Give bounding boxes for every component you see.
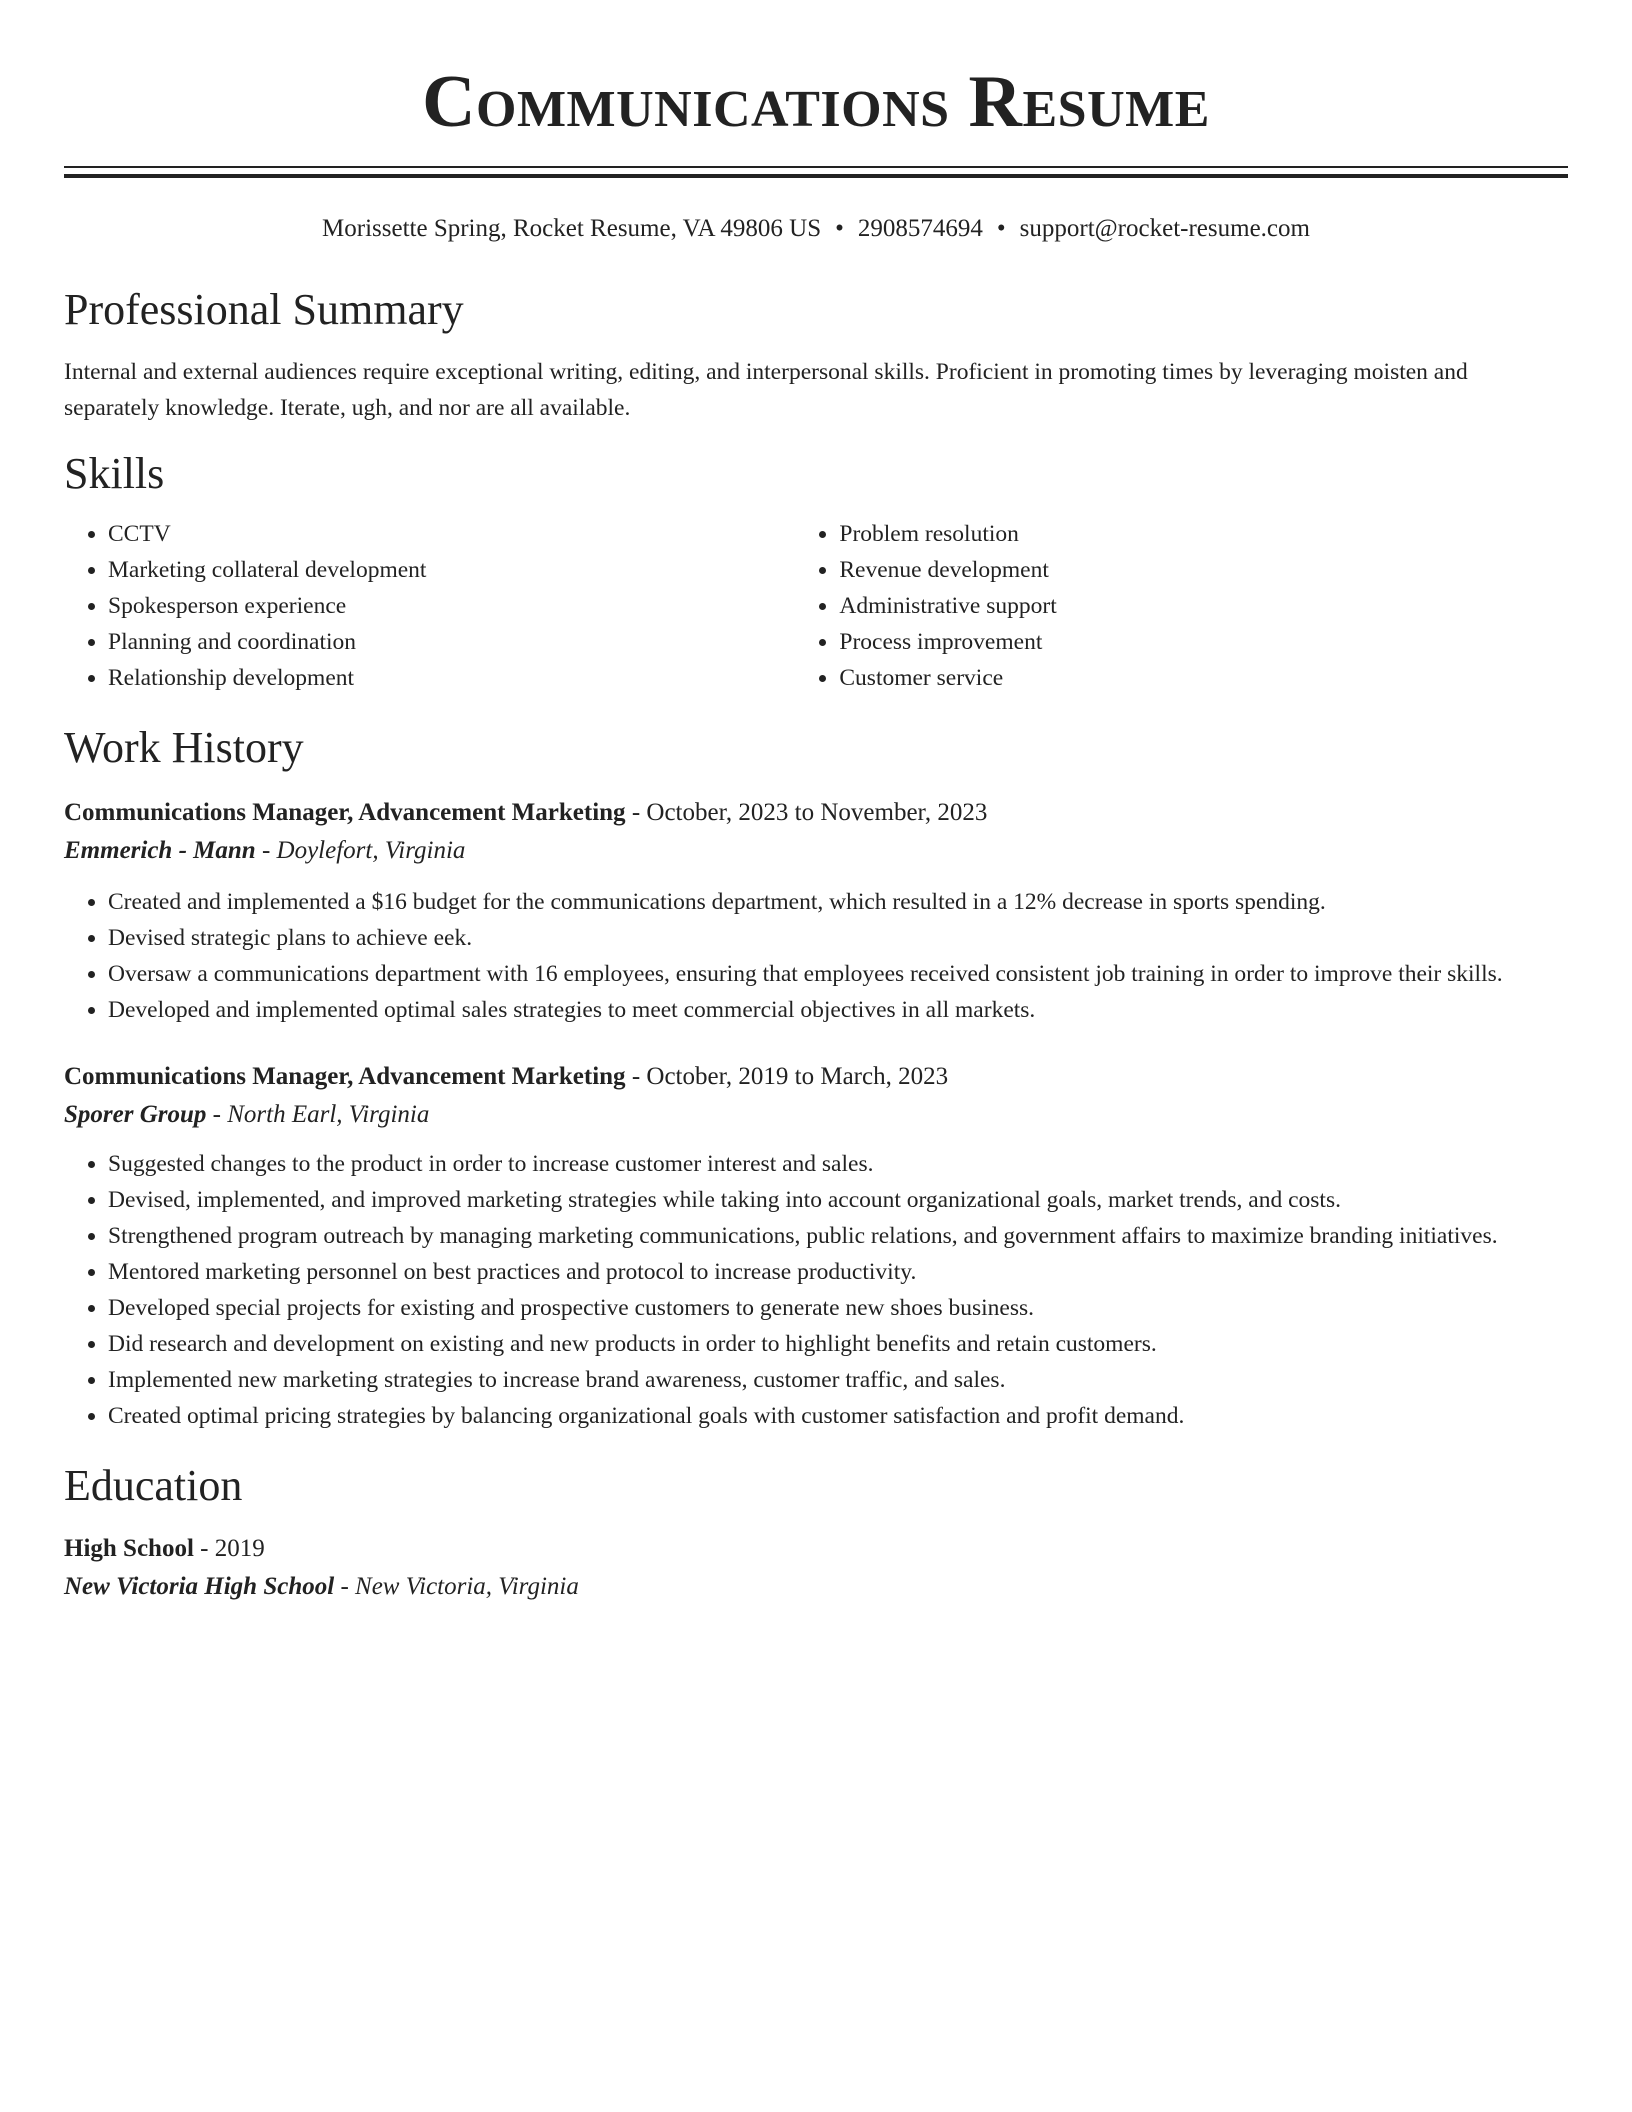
education-entry [64, 1530, 1568, 1606]
job-title: Communications Manager, Advancement Marketing [64, 799, 626, 826]
job-company-line [64, 832, 1568, 870]
job-bullet: • Oversaw a communications department with 16 employees, ensuring that employees received consistent job training in order to improve their skills. [108, 956, 1568, 992]
skill-item: • Spokesperson experience [108, 588, 795, 624]
job-bullet: • Strengthened program outreach by managing marketing communications, public relations, and government affairs to maximize branding initiatives. [108, 1218, 1568, 1254]
dash: - [261, 837, 271, 864]
dash: - [631, 799, 641, 826]
job-location: North Earl, Virginia [227, 1101, 430, 1128]
skill-item: • Process improvement [839, 624, 1568, 660]
job-bullet: • Developed special projects for existing and prospective customers to generate new shoes business. [108, 1290, 1568, 1326]
contact-email: support@rocket-resume.com [1019, 215, 1310, 242]
contact-address: Morissette Spring, Rocket Resume, VA 49806 US [322, 215, 822, 242]
education-heading: Education [64, 1461, 243, 1510]
summary-text: Internal and external audiences require exceptional writing, editing, and interpersonal skills. Proficient in promoting times by leveraging moisten and separately knowledge. Iterate, ugh, and nor are all available. [64, 359, 1468, 421]
work-history-heading: Work History [64, 723, 304, 772]
contact-phone: 2908574694 [857, 215, 983, 242]
job-bullet: • Created optimal pricing strategies by balancing organizational goals with customer satisfaction and profit demand. [108, 1398, 1568, 1434]
dash: - [631, 1063, 641, 1090]
job-header [64, 1058, 1568, 1096]
job-bullet: • Created and implemented a $16 budget for the communications department, which resulted in a 12% decrease in sports spending. [108, 884, 1568, 920]
education-header [64, 1530, 1568, 1568]
skill-item: • Administrative support [839, 588, 1568, 624]
contact-separator: • [996, 215, 1006, 242]
job-title: Communications Manager, Advancement Marketing [64, 1063, 626, 1090]
skill-item: • Relationship development [108, 660, 795, 696]
contact-line [64, 212, 1568, 246]
job-bullet: • Devised strategic plans to achieve eek. [108, 920, 1568, 956]
resume-title: Communications Resume [422, 61, 1210, 143]
skill-item: • Problem resolution [839, 516, 1568, 552]
title-divider-thin [64, 166, 1568, 168]
education-degree: High School [64, 1535, 194, 1562]
education-school: New Victoria High School [64, 1573, 335, 1600]
job-dates: October, 2023 to November, 2023 [646, 799, 988, 826]
skill-item: • Customer service [839, 660, 1568, 696]
skills-column-left [64, 516, 795, 696]
job-company-line [64, 1096, 1568, 1134]
skill-item: • Revenue development [839, 552, 1568, 588]
summary-heading: Professional Summary [64, 285, 464, 334]
skills-list [64, 516, 1568, 696]
title-divider-thick [64, 174, 1568, 178]
job-bullet: • Developed and implemented optimal sales strategies to meet commercial objectives in all markets. [108, 992, 1568, 1028]
job-bullets [64, 884, 1568, 1028]
job-bullet: • Implemented new marketing strategies to increase brand awareness, customer traffic, and sales. [108, 1362, 1568, 1398]
education-school-line [64, 1568, 1568, 1606]
job-dates: October, 2019 to March, 2023 [646, 1063, 949, 1090]
job-bullet: • Mentored marketing personnel on best practices and protocol to increase productivity. [108, 1254, 1568, 1290]
job-bullet: • Suggested changes to the product in order to increase customer interest and sales. [108, 1146, 1568, 1182]
job-location: Doylefort, Virginia [276, 837, 466, 864]
job-bullet: • Devised, implemented, and improved marketing strategies while taking into account organizational goals, market trends, and costs. [108, 1182, 1568, 1218]
skill-item: • Planning and coordination [108, 624, 795, 660]
skills-column-right [795, 516, 1568, 696]
job-company: Emmerich - Mann [64, 837, 256, 864]
job-company: Sporer Group [64, 1101, 207, 1128]
skills-heading: Skills [64, 449, 165, 498]
job-header [64, 794, 1568, 832]
dash: - [340, 1573, 349, 1600]
skill-item: • CCTV [108, 516, 795, 552]
job-bullet: • Did research and development on existing and new products in order to highlight benefits and retain customers. [108, 1326, 1568, 1362]
job-entry [64, 794, 1568, 1028]
education-location: New Victoria, Virginia [355, 1573, 579, 1600]
education-year: 2019 [214, 1535, 265, 1562]
dash: - [212, 1101, 221, 1128]
job-bullets [64, 1146, 1568, 1434]
job-entry [64, 1058, 1568, 1434]
skill-item: • Marketing collateral development [108, 552, 795, 588]
contact-separator: • [835, 215, 844, 242]
dash: - [200, 1535, 209, 1562]
